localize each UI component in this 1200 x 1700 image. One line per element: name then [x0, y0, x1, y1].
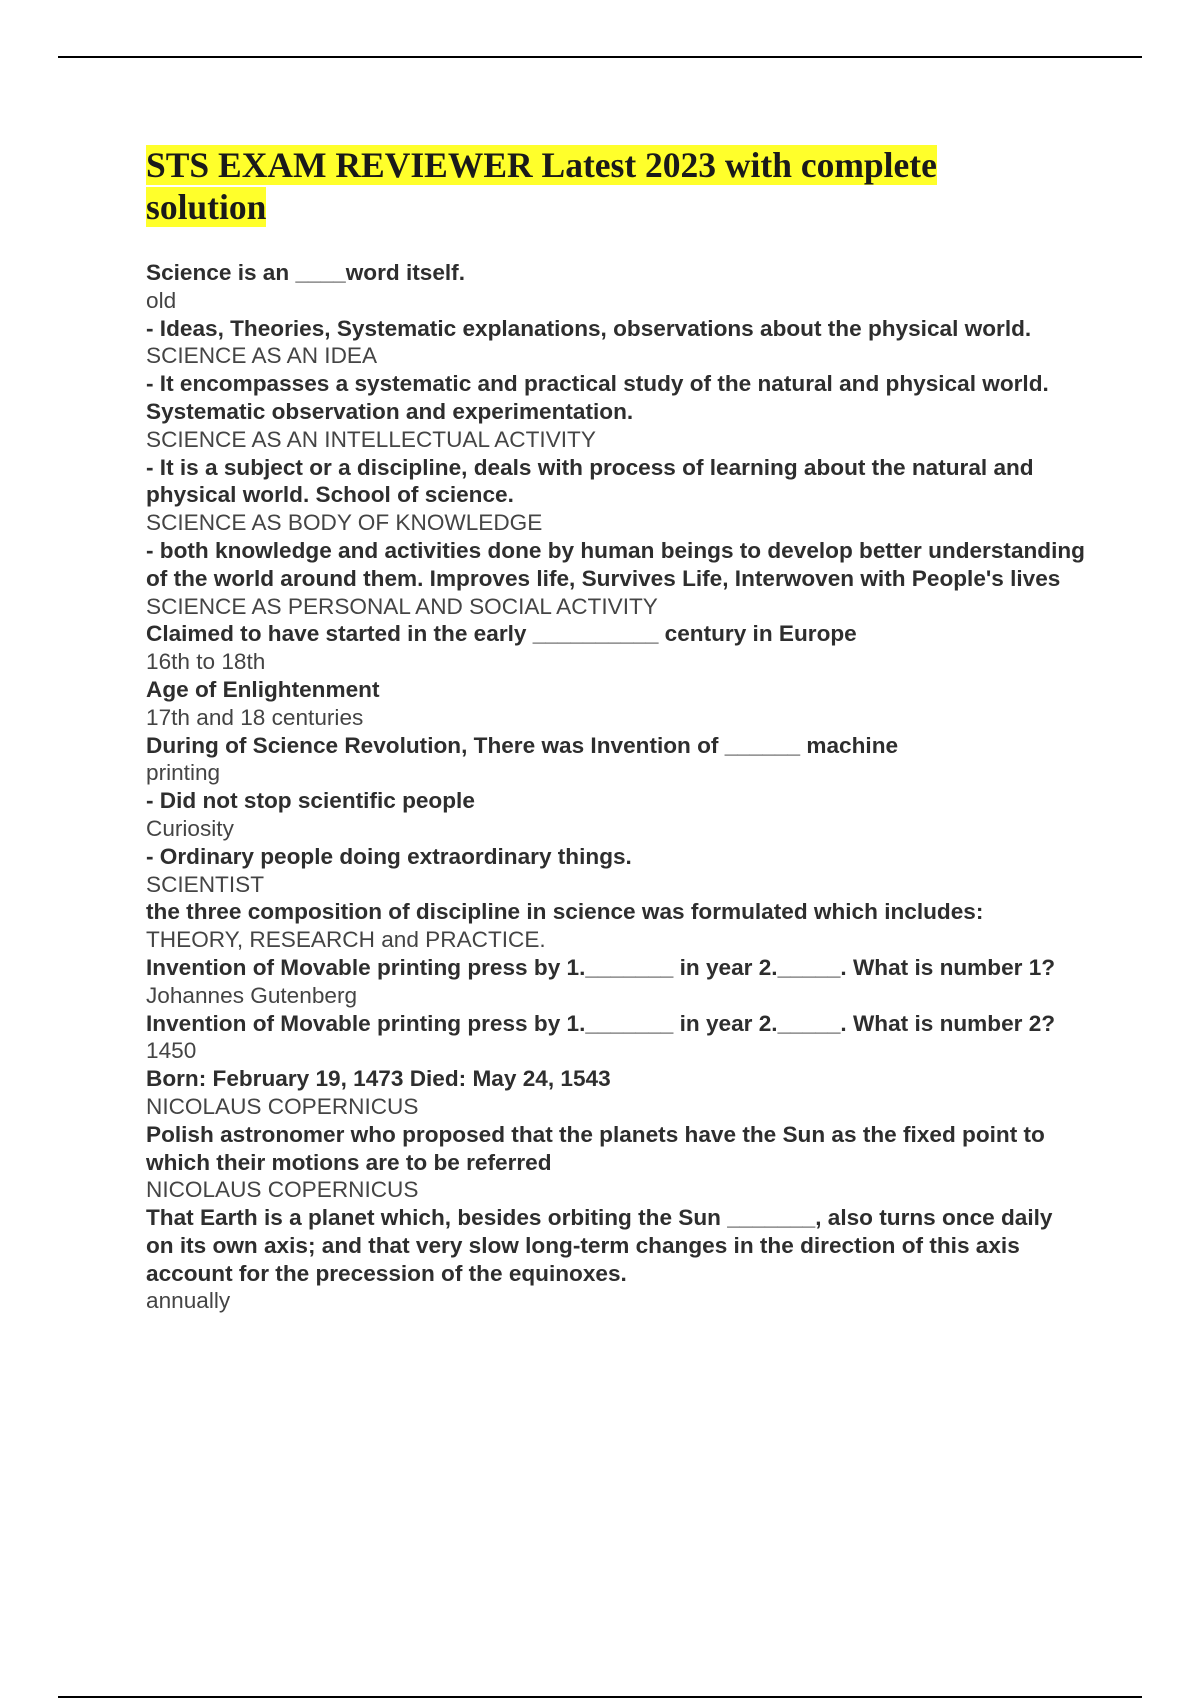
question-5: - both knowledge and activities done by human beings to develop better understanding of the world around them. Improves life, Survives Life, Interwoven with People's lives	[146, 537, 1085, 591]
question-15: Polish astronomer who proposed that the planets have the Sun as the fixed point to which their motions are to be referred	[146, 1121, 1045, 1175]
answer-10: SCIENTIST	[146, 871, 264, 897]
answer-13: 1450	[146, 1038, 197, 1064]
question-13: Invention of Movable printing press by 1._______ in year 2._____. What is number 2?	[146, 1010, 1056, 1036]
question-2: - Ideas, Theories, Systematic explanations, observations about the physical world.	[146, 315, 1032, 341]
top-rule	[58, 56, 1142, 58]
bottom-rule	[58, 1696, 1142, 1698]
answer-2: SCIENCE AS AN IDEA	[146, 343, 378, 369]
question-7: Age of Enlightenment	[146, 676, 380, 702]
question-8: During of Science Revolution, There was Invention of ______ machine	[146, 732, 899, 758]
question-16: That Earth is a planet which, besides orbiting the Sun _______, also turns once daily on its own axis; and that very slow long-term changes in the direction of this axis account for the precession of the equinoxes.	[146, 1205, 1053, 1286]
question-14: Born: February 19, 1473 Died: May 24, 1543	[146, 1066, 611, 1092]
answer-5: SCIENCE AS PERSONAL AND SOCIAL ACTIVITY	[146, 593, 658, 619]
question-12: Invention of Movable printing press by 1._______ in year 2._____. What is number 1?	[146, 954, 1056, 980]
answer-3: SCIENCE AS AN INTELLECTUAL ACTIVITY	[146, 426, 596, 452]
answer-1: old	[146, 287, 177, 313]
answer-11: THEORY, RESEARCH and PRACTICE.	[146, 927, 546, 953]
answer-6: 16th to 18th	[146, 649, 266, 675]
question-9: - Did not stop scientific people	[146, 788, 475, 814]
document-title-text: STS EXAM REVIEWER Latest 2023 with complete solution	[146, 145, 937, 227]
answer-4: SCIENCE AS BODY OF KNOWLEDGE	[146, 510, 543, 536]
answer-14: NICOLAUS COPERNICUS	[146, 1093, 419, 1119]
question-1: Science is an ____word itself.	[146, 260, 465, 285]
answer-7: 17th and 18 centuries	[146, 704, 364, 730]
qa-list	[146, 259, 1086, 1315]
question-6: Claimed to have started in the early __________ century in Europe	[146, 621, 857, 647]
document-title	[146, 144, 1046, 228]
answer-15: NICOLAUS COPERNICUS	[146, 1177, 419, 1203]
answer-12: Johannes Gutenberg	[146, 982, 358, 1008]
question-11: the three composition of discipline in science was formulated which includes:	[146, 899, 984, 925]
question-10: - Ordinary people doing extraordinary things.	[146, 843, 632, 869]
question-3: - It encompasses a systematic and practical study of the natural and physical world. Systematic observation and experimentation.	[146, 371, 1049, 424]
answer-8: printing	[146, 760, 221, 786]
question-4: - It is a subject or a discipline, deals with process of learning about the natural and physical world. School of science.	[146, 454, 1034, 508]
answer-16: annually	[146, 1288, 231, 1314]
answer-9: Curiosity	[146, 815, 234, 841]
